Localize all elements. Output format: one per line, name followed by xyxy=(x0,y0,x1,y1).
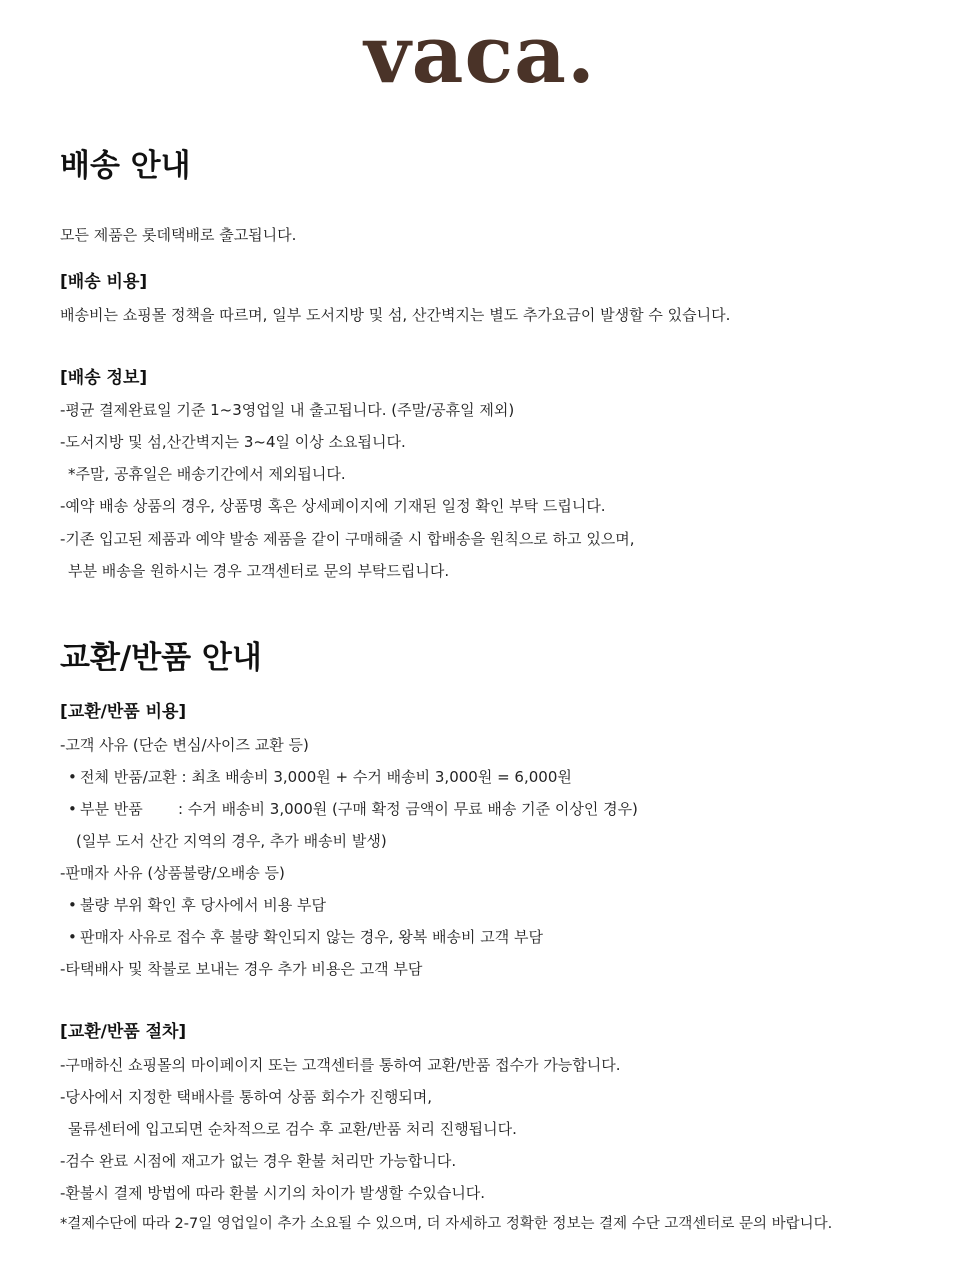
partial-return-value: : 수거 배송비 3,000원 (구매 확정 금액이 무료 배송 기준 이상인 경우) xyxy=(178,800,638,818)
full-return-value: : 최초 배송비 3,000원 + 수거 배송비 3,000원 = 6,000원 xyxy=(181,768,572,786)
seller-reason-item xyxy=(68,928,543,946)
procedure-line: -환불시 결제 방법에 따라 환불 시기의 차이가 발생할 수있습니다. xyxy=(60,1184,486,1202)
other-courier-note: -타택배사 및 착불로 보내는 경우 추가 비용은 고객 부담 xyxy=(60,960,423,978)
bullet: • xyxy=(68,896,77,914)
shipping-info-line: -평균 결제완료일 기준 1~3영업일 내 출고됩니다. (주말/공휴일 제외) xyxy=(60,401,515,419)
shipping-cost-text: 배송비는 쇼핑몰 정책을 따르며, 일부 도서지방 및 섬, 산간벽지는 별도 추가요금이 발생할 수 있습니다. xyxy=(60,306,731,324)
shipping-cost-heading: [배송 비용] xyxy=(60,272,148,292)
seller-item-text: 판매자 사유로 접수 후 불량 확인되지 않는 경우, 왕복 배송비 고객 부담 xyxy=(80,928,543,946)
logo-dot: . xyxy=(567,7,596,101)
procedure-line: *결제수단에 따라 2-7일 영업일이 추가 소요될 수 있으며, 더 자세하고 정확한 정보는 결제 수단 고객센터로 문의 바랍니다. xyxy=(60,1216,833,1232)
returns-procedure-heading: [교환/반품 절차] xyxy=(60,1022,187,1042)
partial-return-label: 부분 반품 xyxy=(80,800,143,818)
shipping-info-line: -예약 배송 상품의 경우, 상품명 혹은 상세페이지에 기재된 일정 확인 부탁 드립니다. xyxy=(60,497,606,515)
returns-cost-heading: [교환/반품 비용] xyxy=(60,702,187,722)
shipping-info-line: 부분 배송을 원하시는 경우 고객센터로 문의 부탁드립니다. xyxy=(68,562,450,580)
returns-title: 교환/반품 안내 xyxy=(60,640,262,676)
shipping-title: 배송 안내 xyxy=(60,148,191,184)
shipping-info-line: -기존 입고된 제품과 예약 발송 제품을 같이 구매해줄 시 합배송을 원칙으로 하고 있으며, xyxy=(60,530,635,548)
procedure-line: -검수 완료 시점에 재고가 없는 경우 환불 처리만 가능합니다. xyxy=(60,1152,457,1170)
seller-reason-item xyxy=(68,896,326,914)
seller-reason: -판매자 사유 (상품불량/오배송 등) xyxy=(60,864,285,882)
bullet: • xyxy=(68,800,77,818)
shipping-info-heading: [배송 정보] xyxy=(60,368,148,388)
brand-logo xyxy=(0,7,960,101)
shipping-info-line: -도서지방 및 섬,산간벽지는 3~4일 이상 소요됩니다. xyxy=(60,433,406,451)
seller-item-text: 불량 부위 확인 후 당사에서 비용 부담 xyxy=(80,896,326,914)
shipping-info-line: *주말, 공휴일은 배송기간에서 제외됩니다. xyxy=(68,465,346,483)
procedure-line: -구매하신 쇼핑몰의 마이페이지 또는 고객센터를 통하여 교환/반품 접수가 가능합니다. xyxy=(60,1056,621,1074)
procedure-line: 물류센터에 입고되면 순차적으로 검수 후 교환/반품 처리 진행됩니다. xyxy=(68,1120,517,1138)
procedure-line: -당사에서 지정한 택배사를 통하여 상품 회수가 진행되며, xyxy=(60,1088,433,1106)
bullet: • xyxy=(68,928,77,946)
full-return-item xyxy=(68,768,572,786)
bullet: • xyxy=(68,768,77,786)
partial-return-note: (일부 도서 산간 지역의 경우, 추가 배송비 발생) xyxy=(76,832,387,850)
full-return-label: 전체 반품/교환 xyxy=(80,768,177,786)
shipping-intro: 모든 제품은 롯데택배로 출고됩니다. xyxy=(60,226,297,244)
partial-return-item xyxy=(68,800,638,818)
customer-reason: -고객 사유 (단순 변심/사이즈 교환 등) xyxy=(60,736,309,754)
logo-text: vaca xyxy=(364,7,567,101)
